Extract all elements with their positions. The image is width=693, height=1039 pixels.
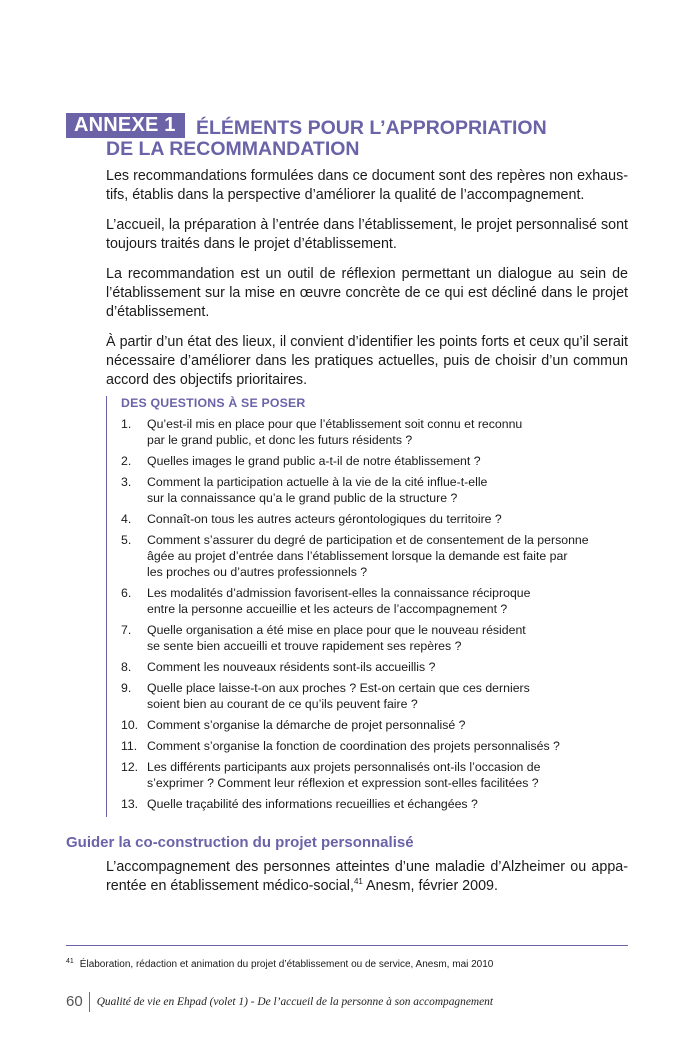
page-number: 60 [66,993,83,1010]
intro-text [106,167,628,401]
question-number: 8. [121,660,132,674]
question-item [121,585,628,617]
question-item [121,532,628,580]
question-text: Comment s’organise la démarche de projet personnalisé ? [147,718,466,732]
annex-title-line1: ÉLÉMENTS POUR L’APPROPRIATION [196,117,547,139]
question-text: Quelle traçabilité des informations recueillies et échangées ? [147,797,478,811]
section-title: Guider la co-construction du projet personnalisé [66,834,414,851]
annex-badge: ANNEXE 1 [66,113,185,138]
question-number: 11. [121,739,138,753]
intro-paragraph: L’accueil, la préparation à l’entrée dans l’établissement, le projet personnalisé sont toujours traités dans le projet d’établissement. [106,217,628,252]
question-number: 2. [121,454,132,468]
footnote-reference[interactable]: 41 [353,877,363,887]
footnote-text: Élaboration, rédaction et animation du projet d’établissement ou de service, Anesm, mai 2010 [79,959,494,970]
question-text: Quelle place laisse-t-on aux proches ? Est-on certain que ces derniers soient bien au courant de ce qu’ils peuvent faire ? [147,681,530,711]
question-text: Qu’est-il mis en place pour que l’établissement soit connu et reconnu par le grand public, et donc les futurs résidents ? [147,417,523,447]
question-text: Connaît-on tous les autres acteurs gérontologiques du territoire ? [147,512,502,526]
footnote [66,958,628,972]
section-text: L’accompagnement des personnes atteintes d’une maladie d’Alzheimer ou appa-rentée en établissement médico-social, [106,859,628,894]
question-number: 10. [121,718,139,732]
page-footer [66,992,493,1012]
intro-paragraph: Les recommandations formulées dans ce document sont des repères non exhaus-tifs, établis dans la perspective d’améliorer la qualité de l’accompagnement. [106,168,628,203]
section-text-end: Anesm, février 2009. [362,878,498,894]
question-item [121,717,628,733]
footnote-divider [66,945,628,946]
question-number: 4. [121,512,132,526]
question-number: 13. [121,797,139,811]
question-number: 9. [121,681,132,695]
question-item [121,474,628,506]
question-number: 1. [121,417,132,431]
question-item [121,796,628,812]
question-number: 6. [121,586,132,600]
questions-box [106,396,628,817]
question-item [121,511,628,527]
intro-paragraph: À partir d’un état des lieux, il convient d’identifier les points forts et ceux qu’il serait nécessaire d’améliorer dans les pratiques actuelles, puis de choisir d’un commun accord des objectifs prioritaires. [106,334,628,388]
question-text: Comment s’organise la fonction de coordination des projets personnalisés ? [147,739,560,753]
annex-title-line2: DE LA RECOMMANDATION [106,138,360,160]
footnote-mark: 41 [66,957,74,965]
footer-title: Qualité de vie en Ehpad (volet 1) - De l’accueil de la personne à son accompagnement [96,996,494,1008]
section-body [106,858,628,896]
question-number: 3. [121,475,132,489]
question-number: 12. [121,760,139,774]
question-item [121,453,628,469]
question-item [121,738,628,754]
question-text: Comment la participation actuelle à la vie de la cité influe-t-elle sur la connaissance qu’a le grand public de la structure ? [147,475,488,505]
question-item [121,759,628,791]
question-item [121,622,628,654]
question-text: Quelles images le grand public a-t-il de notre établissement ? [147,454,481,468]
intro-paragraph: La recommandation est un outil de réflexion permettant un dialogue au sein de l’établissement sur la mise en œuvre concrète de ce qui est décliné dans le projet d’établissement. [106,266,628,320]
question-text: Comment s’assurer du degré de participation et de consentement de la personne âgée au projet d’entrée dans l’établissement lorsque la demande est faite par les proches ou d’autres professionnels ? [147,533,589,579]
question-text: Comment les nouveaux résidents sont-ils accueillis ? [147,660,436,674]
question-item [121,680,628,712]
questions-title: DES QUESTIONS À SE POSER [121,396,306,410]
question-text: Quelle organisation a été mise en place pour que le nouveau résident se sente bien accueilli et trouve rapidement ses repères ? [147,623,526,653]
annex-header [66,113,626,160]
question-item [121,416,628,448]
question-text: Les modalités d’admission favorisent-elles la connaissance réciproque entre la personne accueillie et les acteurs de l’accompagnement ? [147,586,531,616]
question-item [121,659,628,675]
question-number: 7. [121,623,132,637]
questions-list [121,416,628,812]
question-text: Les différents participants aux projets personnalisés ont-ils l’occasion de s’exprimer ? Comment leur réflexion et expression sont-elles facilitées ? [147,760,541,790]
footer-divider [89,992,90,1012]
question-number: 5. [121,533,132,547]
